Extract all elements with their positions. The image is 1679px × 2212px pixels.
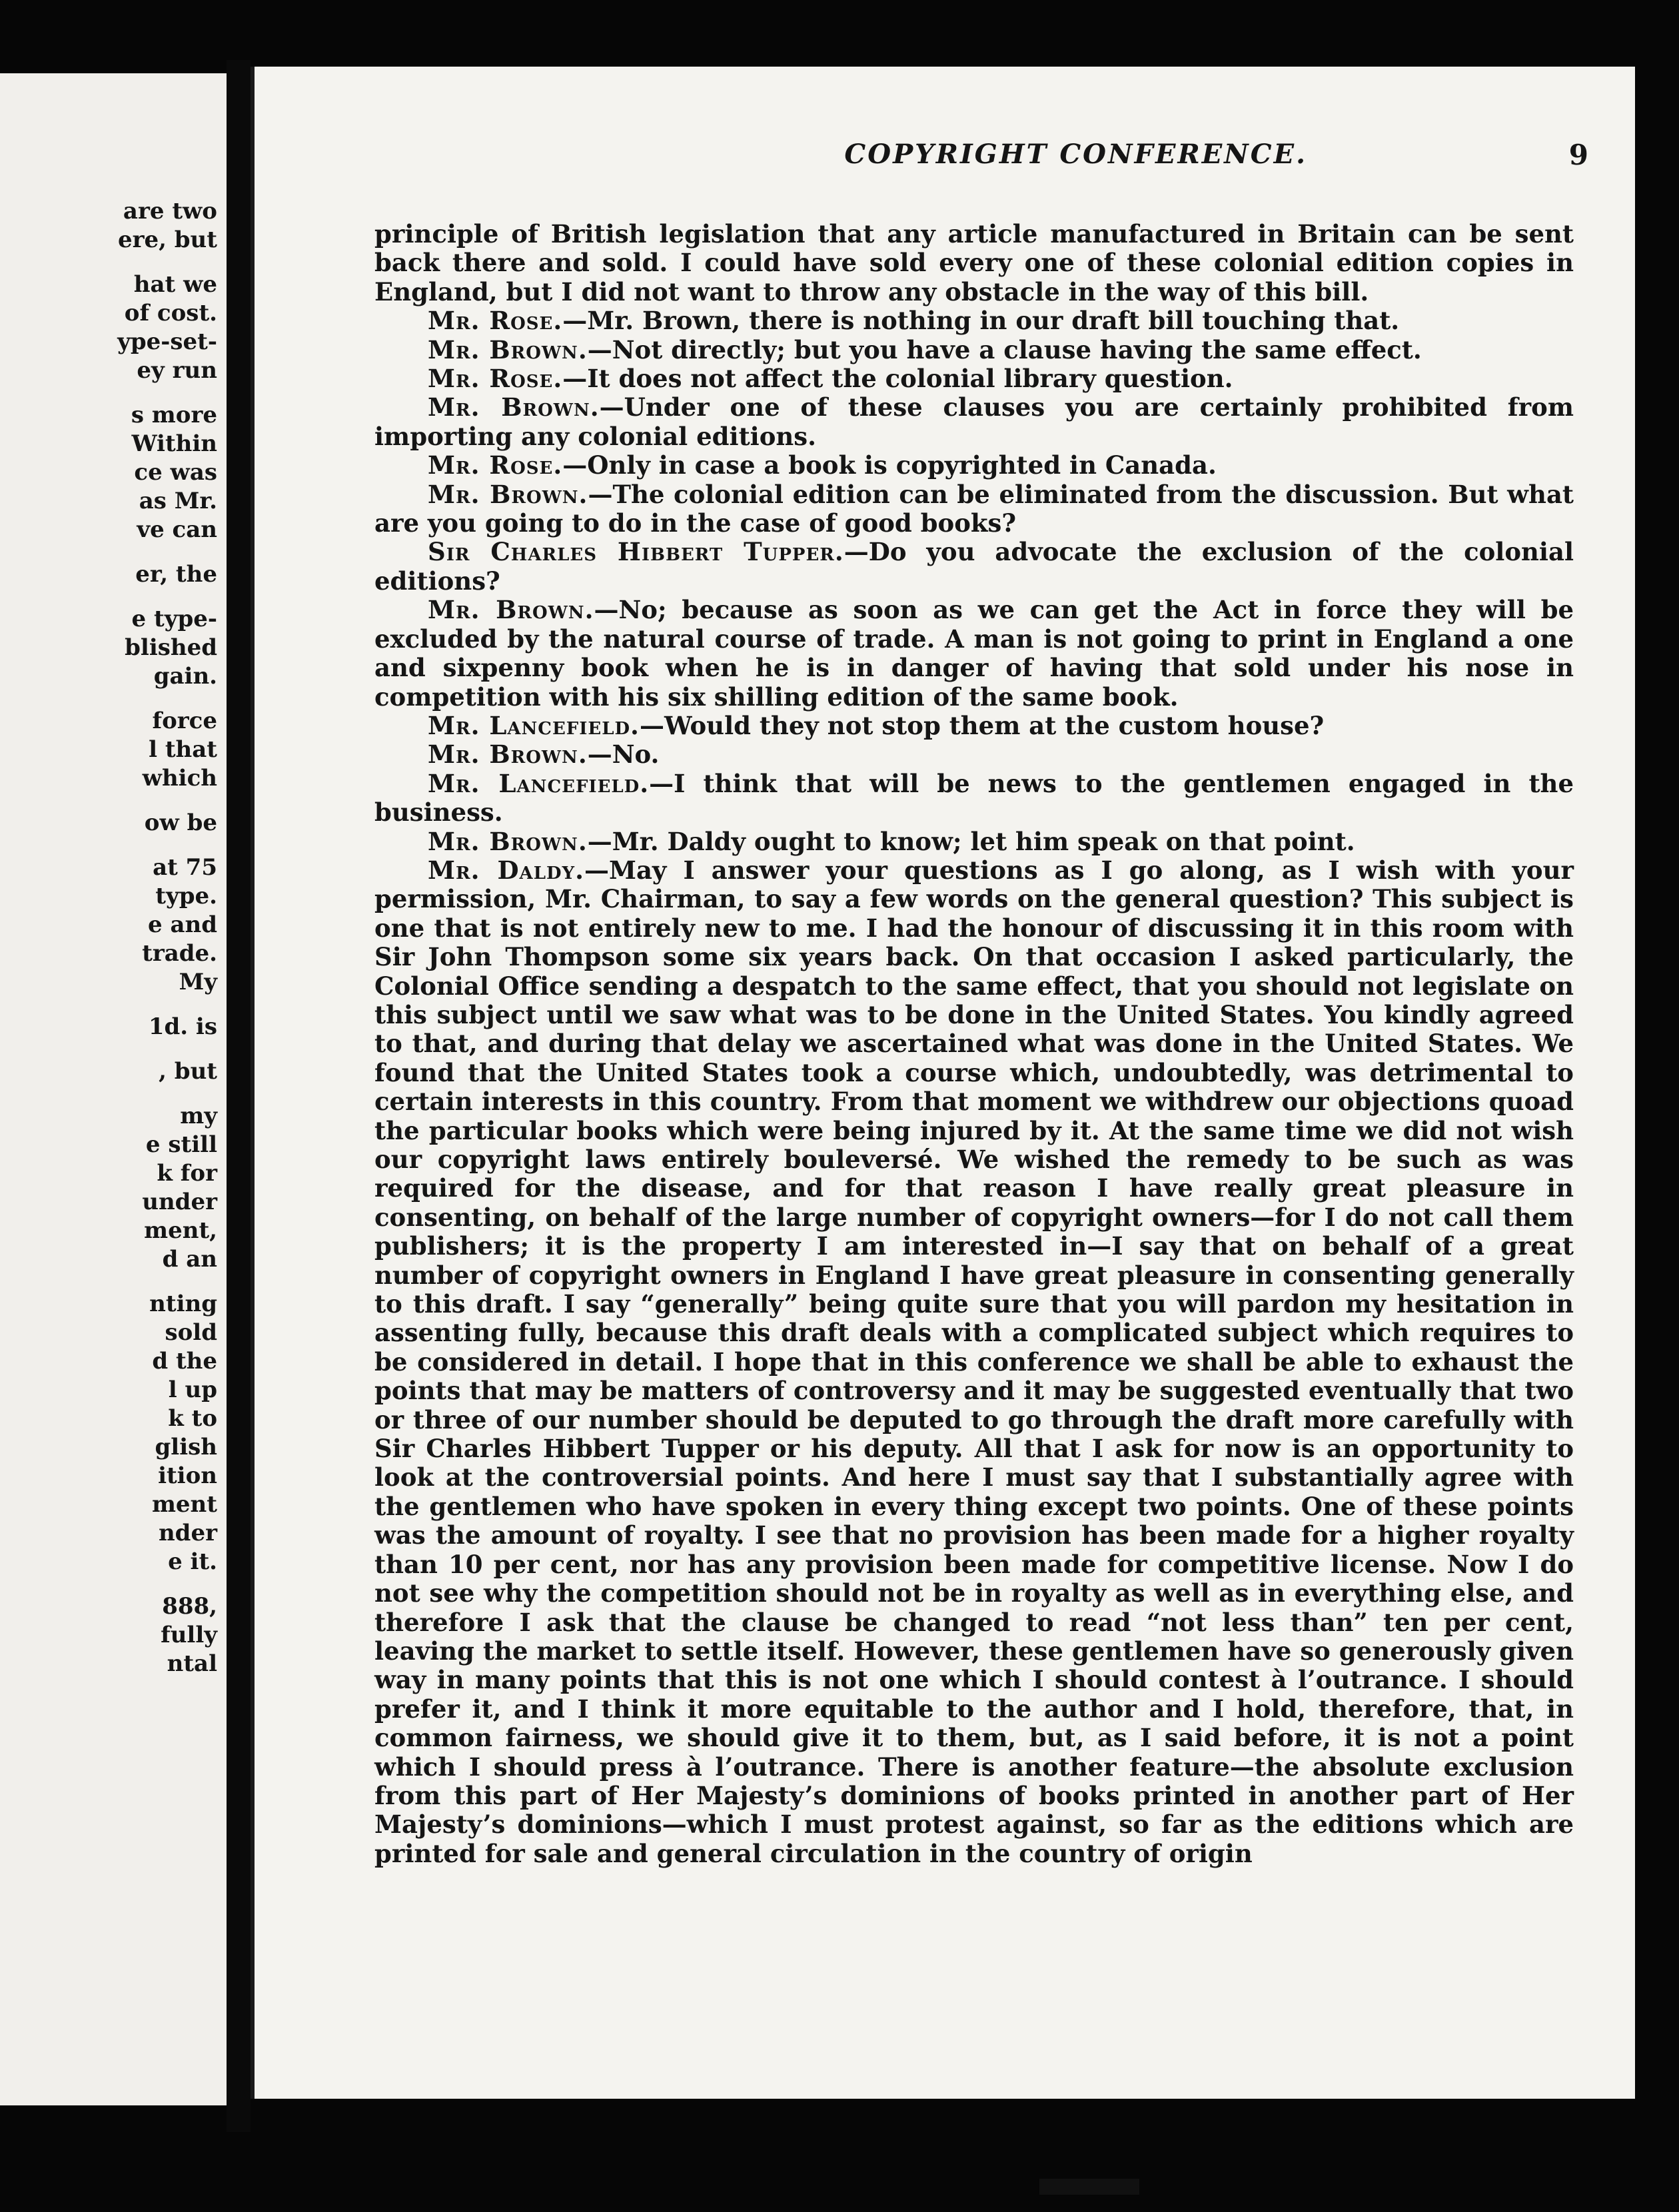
speaker-name: Mr. Lancefield. (428, 768, 650, 798)
paragraph (374, 828, 1574, 856)
paragraph-text: —Do you advocate the exclusion of the colonial editions? (374, 537, 1574, 596)
left-page-line-fragment: glish (155, 1434, 217, 1460)
paragraph (374, 712, 1574, 740)
paragraph-text: —Mr. Brown, there is nothing in our draft bill touching that. (562, 306, 1400, 336)
left-page-line-fragment: fully (161, 1622, 217, 1648)
left-page-line-fragment: at 75 (153, 854, 217, 881)
left-page-line-fragment: 888, (162, 1593, 217, 1620)
paragraph-text: —It does not affect the colonial library question. (562, 364, 1233, 394)
left-page-line-fragment: l up (168, 1377, 217, 1403)
left-page-line-fragment: 1d. is (148, 1013, 217, 1040)
speaker-name: Mr. Lancefield. (428, 710, 640, 740)
paragraph (374, 393, 1574, 451)
left-page-line-fragment: ition (158, 1462, 217, 1489)
left-page-line-fragment: hat we (133, 271, 217, 298)
left-page-line-fragment: under (142, 1189, 217, 1215)
left-page-line-fragment: ment, (144, 1217, 217, 1244)
left-page-line-fragment: e still (145, 1131, 217, 1158)
left-page-line-fragment: , but (159, 1058, 217, 1085)
left-page-line-fragment: k to (168, 1405, 217, 1432)
left-page-line-fragment: e type- (131, 606, 217, 632)
left-page-line-fragment: type. (155, 883, 217, 909)
left-page-line-fragment: trade. (142, 940, 217, 967)
speaker-name: Mr. Rose. (428, 450, 563, 480)
paragraph (374, 596, 1574, 712)
left-page-line-fragment: ype-set- (117, 328, 217, 355)
running-head: COPYRIGHT CONFERENCE. (844, 139, 1307, 170)
paragraph-text: —May I answer your questions as I go along, as I wish with your permission, Mr. Chairman, to say a few words on the general question? This subject is one that is not entirely new to me. I had the honour of discussing it in this room with Sir John Thompson some six years back. On that occasion I asked particularly, the Colonial Office sending a despatch to the same effect, that you should not legislate on this subject until we saw what was to be done in the United States. You kindly agreed to that, and during that delay we ascertained what was done in the United States. We found that the United States took a course which, undoubtedly, was detrimental to certain interests in this country. From that moment we withdrew our objections quoad the particular books which were being injured by it. At the same time we did not wish our copyright laws entirely bouleversé. We wished the remedy to be such as was required for the disease, and for that reason I have really great pleasure in consenting, on behalf of the large number of copyright owners—for I do not call them publishers; it is the property I am interested in—I say that on behalf of a great number of copyright owners in England I have great pleasure in consenting generally to this draft. I say “generally” being quite sure that you will pardon my hesitation in assenting fully, because this draft deals with a complicated subject which requires to be considered in detail. I hope that in this conference we shall be able to exhaust the points that may be matters of controversy and it may be suggested eventually that two or three of our number should be deputed to go through the draft more carefully with Sir Charles Hibbert Tupper or his deputy. All that I ask for now is an opportunity to look at the controversial points. And here I must say that I substantially agree with the gentlemen who have spoken in every thing except two points. One of these points was the amount of royalty. I see that no provision has been made for a higher royalty than 10 per cent, nor has any provision been made for competitive license. Now I do not see why the competition should not be in royalty as well as in everything else, and therefore I ask that the clause be changed to read “not less than” ten per cent, leaving the market to settle itself. However, these gentlemen have so generously given way in many points that this is not one which I should contest à l’outrance. I should prefer it, and I think it more equitable to the author and I hold, therefore, that, in common fairness, we should give it to them, but, as I said before, it is not a point which I should press à l’outrance. There is another feature—the absolute exclusion from this part of Her Majesty’s dominions of books printed in another part of Her Majesty’s dominions—which I must protest against, so far as the editions which are printed for sale and general circulation in the country of origin (374, 855, 1574, 1868)
body-text (374, 220, 1574, 1868)
paragraph-text: —No; because as soon as we can get the Act in force they will be excluded by the natural course of trade. A man is not going to print in England a one and sixpenny book when he is in danger of having that sold under his nose in competition with his six shilling edition of the same book. (374, 595, 1574, 712)
speaker-name: Mr. Brown. (428, 826, 588, 856)
speaker-name: Mr. Rose. (428, 306, 563, 336)
left-page-line-fragment: ntal (167, 1650, 217, 1677)
paragraph-text: —Only in case a book is copyrighted in Canada. (562, 450, 1217, 480)
left-page-line-fragment: er, the (135, 561, 217, 588)
left-page-line-fragment: Within (131, 430, 217, 457)
paragraph-text: —Would they not stop them at the custom house? (639, 710, 1325, 740)
left-page-line-fragment: k for (157, 1160, 217, 1187)
paragraph-text: —Mr. Daldy ought to know; let him speak on that point. (587, 826, 1355, 856)
left-page-line-fragment: which (142, 765, 217, 792)
left-page-line-fragment: ey run (137, 357, 217, 384)
left-page-line-fragment: ve can (137, 516, 217, 543)
paragraph (374, 336, 1574, 364)
book-gutter (227, 60, 251, 2132)
speaker-name: Mr. Brown. (428, 479, 588, 509)
page-number: 9 (1568, 139, 1588, 171)
paragraph-text: —Under one of these clauses you are certainly prohibited from importing any colonial editions. (374, 392, 1574, 451)
paragraph-text: —The colonial edition can be eliminated from the discussion. But what are you going to do in the case of good books? (374, 479, 1574, 538)
paragraph (374, 364, 1574, 393)
left-page-line-fragment: ere, but (117, 227, 217, 253)
left-page-line-fragment: force (152, 708, 217, 734)
left-page-line-fragment: d the (152, 1348, 217, 1375)
left-page-line-fragment: sold (165, 1319, 217, 1346)
paragraph (374, 538, 1574, 596)
left-page-line-fragment: e and (148, 911, 217, 938)
left-page-line-fragment: my (180, 1103, 217, 1129)
left-page-edge (0, 73, 227, 2105)
paragraph-text: —No. (587, 740, 660, 770)
paragraph (374, 856, 1574, 1868)
speaker-name: Mr. Daldy. (428, 855, 584, 885)
left-page-line-fragment: ce was (134, 459, 217, 486)
left-page-line-fragment: blished (125, 634, 217, 661)
paragraph (374, 306, 1574, 335)
left-page-line-fragment: nder (158, 1520, 217, 1546)
paragraph (374, 480, 1574, 538)
left-page-line-fragment: d an (162, 1246, 217, 1273)
speaker-name: Mr. Brown. (428, 740, 588, 770)
left-page-line-fragment: are two (123, 198, 217, 225)
speaker-name: Sir Charles Hibbert Tupper. (428, 537, 844, 567)
paragraph-text: —Not directly; but you have a clause having the same effect. (587, 334, 1422, 364)
speaker-name: Mr. Brown. (428, 334, 588, 364)
left-page-line-fragment: e it. (168, 1548, 217, 1575)
paragraph (374, 220, 1574, 306)
left-page-line-fragment: nting (149, 1291, 217, 1317)
speaker-name: Mr. Rose. (428, 364, 563, 394)
left-page-line-fragment: l that (149, 736, 217, 763)
paragraph (374, 770, 1574, 828)
left-page-line-fragment: gain. (153, 663, 217, 690)
paragraph-text: principle of British legislation that any article manufactured in Britain can be sent back there and sold. I could have sold every one of these colonial edition copies in England, but I did not want to throw any obstacle in the way of this bill. (374, 219, 1574, 306)
page (251, 67, 1635, 2099)
left-page-line-fragment: My (179, 969, 217, 995)
left-page-line-fragment: as Mr. (139, 488, 217, 514)
speaker-name: Mr. Brown. (428, 392, 600, 422)
left-page-line-fragment: ow be (144, 810, 217, 836)
paragraph (374, 451, 1574, 480)
left-page-line-fragment: of cost. (124, 300, 217, 326)
left-page-line-fragment: s more (131, 402, 217, 428)
paragraph-text: —I think that will be news to the gentlemen engaged in the business. (374, 768, 1574, 828)
speaker-name: Mr. Brown. (428, 595, 594, 625)
scan-artifact (1039, 2179, 1139, 2195)
left-page-line-fragment: ment (151, 1491, 217, 1518)
paragraph (374, 740, 1574, 769)
